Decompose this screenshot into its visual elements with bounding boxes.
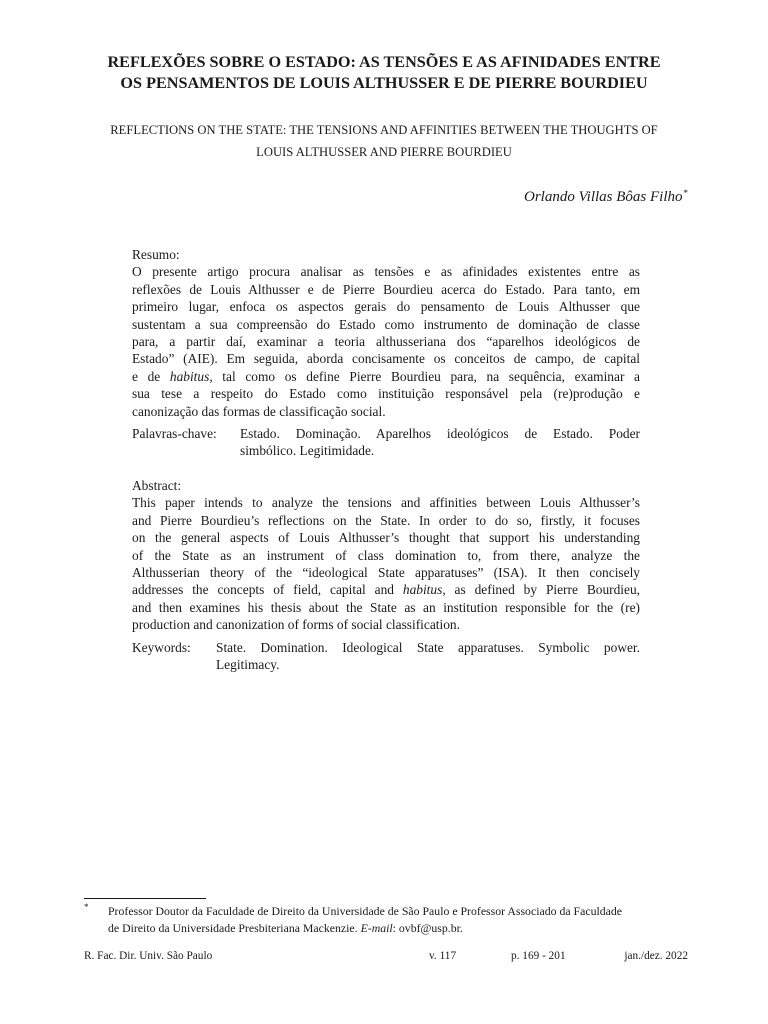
keywords-line: State. Domination. Ideological State apparatuses. Symbolic power. bbox=[216, 640, 640, 655]
abstract-section bbox=[132, 477, 640, 634]
article-title-english bbox=[60, 119, 708, 163]
footnote-mark: * bbox=[84, 902, 89, 912]
palavras-chave-label: Palavras-chave: bbox=[132, 426, 217, 441]
footer-volume: v. 117 bbox=[429, 950, 457, 962]
palavras-chave-line: simbólico. Legitimidade. bbox=[240, 443, 375, 458]
resumo-line: O presente artigo procura analisar as tensões e as afinidades existentes entre as bbox=[132, 264, 640, 280]
resumo-line: sustentam a sua compreensão do Estado como instrumento de dominação de classe bbox=[132, 316, 640, 332]
resumo-line: para, a partir daí, examinar a teoria althusseriana dos “aparelhos ideológicos de bbox=[132, 333, 640, 349]
resumo-line: e de habitus, tal como os define Pierre Bourdieu para, na sequência, examinar a bbox=[132, 368, 640, 384]
abstract-line: on the general aspects of Louis Althusser’s thought that support his understanding bbox=[132, 530, 640, 546]
palavras-chave-line: Estado. Dominação. Aparelhos ideológicos de Estado. Poder bbox=[240, 426, 640, 441]
resumo-line: canonização das formas de classificação social. bbox=[132, 403, 386, 419]
keywords-values bbox=[216, 639, 640, 673]
author-footnote-mark: * bbox=[683, 188, 688, 198]
resumo-label: Resumo: bbox=[132, 247, 180, 262]
title-en-line: LOUIS ALTHUSSER AND PIERRE BOURDIEU bbox=[256, 145, 512, 159]
keywords-label: Keywords: bbox=[132, 640, 191, 655]
article-title-portuguese bbox=[60, 52, 708, 94]
resumo-line: primeiro lugar, enfoca os aspectos gerais do pensamento de Louis Althusser que bbox=[132, 299, 640, 315]
footer-date: jan./dez. 2022 bbox=[624, 950, 688, 962]
resumo-line: sua tese a respeito do Estado como instituição responsável pela (re)produção e bbox=[132, 386, 640, 402]
resumo-section bbox=[132, 246, 640, 420]
title-en-line: REFLECTIONS ON THE STATE: THE TENSIONS AND AFFINITIES BETWEEN THE THOUGHTS OF bbox=[110, 123, 658, 137]
title-pt-line: REFLEXÕES SOBRE O ESTADO: AS TENSÕES E AS AFINIDADES ENTRE bbox=[107, 53, 661, 71]
keywords-line: Legitimacy. bbox=[216, 657, 280, 672]
footnote-separator bbox=[84, 898, 206, 899]
footnote-line: Professor Doutor da Faculdade de Direito da Universidade de São Paulo e Professor Associado da Faculdade bbox=[108, 904, 623, 918]
palavras-chave-values bbox=[240, 425, 640, 459]
author-name: Orlando Villas Bôas Filho bbox=[524, 189, 683, 205]
author-byline bbox=[524, 188, 688, 206]
abstract-line: addresses the concepts of field, capital and habitus, as defined by Pierre Bourdieu, bbox=[132, 582, 640, 598]
resumo-line: reflexões de Louis Althusser e de Pierre Bourdieu acerca do Estado. Para tanto, em bbox=[132, 281, 640, 297]
footer-pages: p. 169 - 201 bbox=[511, 950, 566, 962]
abstract-line: and Pierre Bourdieu’s reflections on the State. In order to do so, firstly, it focuses bbox=[132, 512, 640, 528]
abstract-label: Abstract: bbox=[132, 478, 182, 493]
footnote-line: de Direito da Universidade Presbiteriana Mackenzie. E-mail: ovbf@usp.br. bbox=[108, 921, 463, 935]
footnote-text bbox=[108, 903, 688, 937]
title-pt-line: OS PENSAMENTOS DE LOUIS ALTHUSSER E DE PIERRE BOURDIEU bbox=[120, 74, 648, 92]
abstract-line: Althusserian theory of the “ideological State apparatuses” (ISA). It then concisely bbox=[132, 564, 640, 580]
abstract-line: of the State as an instrument of class domination to, from there, analyze the bbox=[132, 547, 640, 563]
abstract-line: This paper intends to analyze the tensions and affinities between Louis Althusser’s bbox=[132, 495, 640, 511]
abstract-line: and then examines his thesis about the State as an institution responsible for the (re) bbox=[132, 599, 640, 615]
footer-journal: R. Fac. Dir. Univ. São Paulo bbox=[84, 950, 213, 962]
abstract-line: production and canonization of forms of social classification. bbox=[132, 617, 460, 633]
resumo-line: Estado” (AIE). Em seguida, aborda concisamente os conceitos de campo, de capital bbox=[132, 351, 640, 367]
